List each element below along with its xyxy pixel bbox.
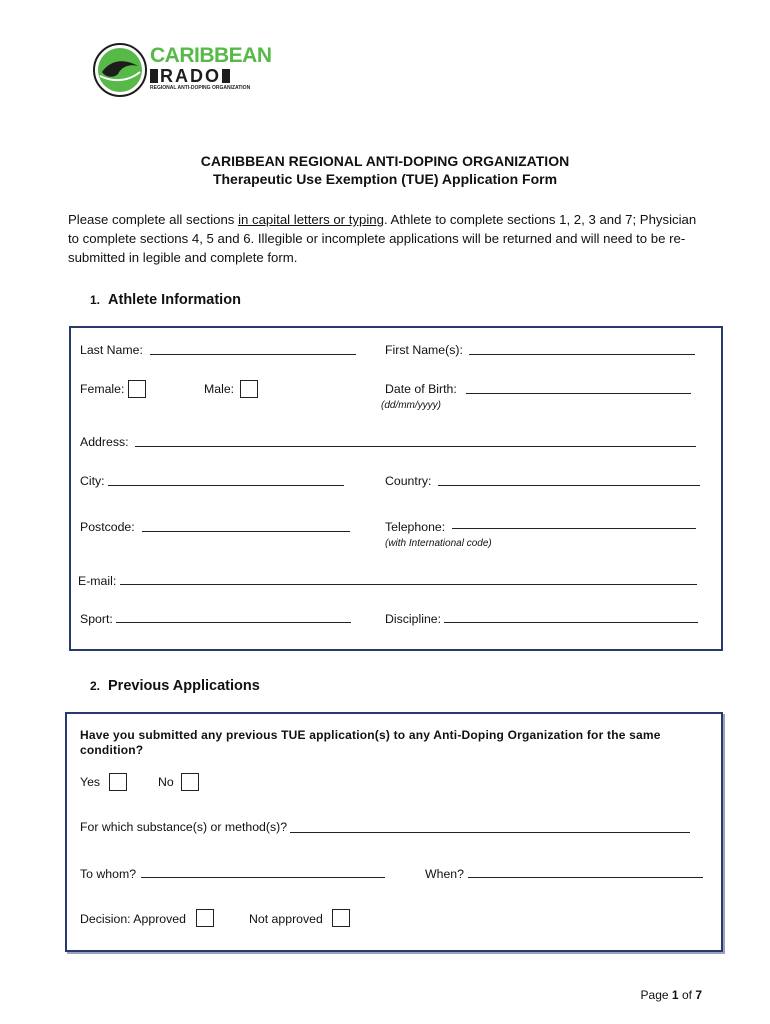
- first-names-field[interactable]: [469, 354, 695, 355]
- postcode-field[interactable]: [142, 531, 350, 532]
- dob-field[interactable]: [466, 393, 691, 394]
- decision-approved-label: Decision: Approved: [80, 912, 186, 926]
- when-field[interactable]: [468, 877, 703, 878]
- approved-checkbox[interactable]: [196, 909, 214, 927]
- section1-heading: [90, 292, 241, 308]
- last-name-field[interactable]: [150, 354, 356, 355]
- email-label: E-mail:: [78, 574, 117, 588]
- page-number: [641, 988, 702, 1002]
- country-label: Country:: [385, 474, 432, 488]
- when-label: When?: [425, 867, 464, 881]
- page-word: Page: [640, 988, 669, 1002]
- no-label: No: [158, 775, 174, 789]
- intro-paragraph: [68, 210, 708, 267]
- intro-underlined: in capital letters or typing: [238, 212, 384, 227]
- to-whom-field[interactable]: [141, 877, 385, 878]
- section2-number: 2.: [90, 679, 101, 693]
- not-approved-checkbox[interactable]: [332, 909, 350, 927]
- logo-bar: [150, 69, 158, 83]
- previous-tue-question: Have you submitted any previous TUE application(s) to any Anti-Doping Organization for the same condition?: [80, 728, 661, 757]
- to-whom-label: To whom?: [80, 867, 137, 881]
- intro-part2: . Athlete to complete sections 1, 2, 3 and 7; Physician to complete sections 4, 5 and 6. Illegible or incomplete applications will be returned and will need to be re-submitted in legible and complete form.: [68, 212, 697, 265]
- telephone-label: Telephone:: [385, 520, 446, 534]
- caribbean-rado-logo: [92, 42, 272, 98]
- city-label: City:: [80, 474, 105, 488]
- sport-field[interactable]: [116, 622, 351, 623]
- no-checkbox[interactable]: [181, 773, 199, 791]
- dob-hint: (dd/mm/yyyy): [381, 400, 441, 411]
- athlete-information-box: [69, 326, 723, 651]
- yes-checkbox[interactable]: [109, 773, 127, 791]
- page-total: 7: [695, 988, 702, 1002]
- discipline-field[interactable]: [444, 622, 698, 623]
- section2-heading: [90, 678, 260, 694]
- section1-number: 1.: [90, 293, 101, 307]
- address-field[interactable]: [135, 446, 696, 447]
- logo-tagline: REGIONAL ANTI-DOPING ORGANIZATION: [150, 85, 251, 91]
- email-field[interactable]: [120, 584, 697, 585]
- last-name-label: Last Name:: [80, 343, 143, 357]
- org-title: CARIBBEAN REGIONAL ANTI-DOPING ORGANIZATION: [200, 153, 570, 169]
- male-checkbox[interactable]: [240, 380, 258, 398]
- female-checkbox[interactable]: [128, 380, 146, 398]
- city-field[interactable]: [108, 485, 344, 486]
- dob-label: Date of Birth:: [385, 382, 457, 396]
- not-approved-label: Not approved: [249, 912, 323, 926]
- of-word: of: [681, 988, 692, 1002]
- intro-part1: Please complete all sections: [68, 212, 239, 227]
- first-names-label: First Name(s):: [385, 343, 463, 357]
- address-label: Address:: [80, 435, 129, 449]
- logo-bar-right: [222, 69, 230, 83]
- yes-label: Yes: [80, 775, 101, 789]
- section2-title: Previous Applications: [108, 678, 260, 694]
- country-field[interactable]: [438, 485, 700, 486]
- substance-field[interactable]: [290, 832, 690, 833]
- logo-line1: CARIBBEAN: [150, 44, 272, 67]
- sport-label: Sport:: [80, 612, 113, 626]
- male-label: Male:: [204, 382, 235, 396]
- logo-line2: RADO: [160, 66, 221, 86]
- telephone-field[interactable]: [452, 528, 696, 529]
- form-title: Therapeutic Use Exemption (TUE) Application Form: [212, 171, 558, 187]
- female-label: Female:: [80, 382, 125, 396]
- discipline-label: Discipline:: [385, 612, 442, 626]
- postcode-label: Postcode:: [80, 520, 135, 534]
- telephone-hint: (with International code): [385, 538, 492, 549]
- substance-label: For which substance(s) or method(s)?: [80, 820, 288, 834]
- section1-title: Athlete Information: [108, 292, 241, 308]
- page-current: 1: [671, 988, 679, 1002]
